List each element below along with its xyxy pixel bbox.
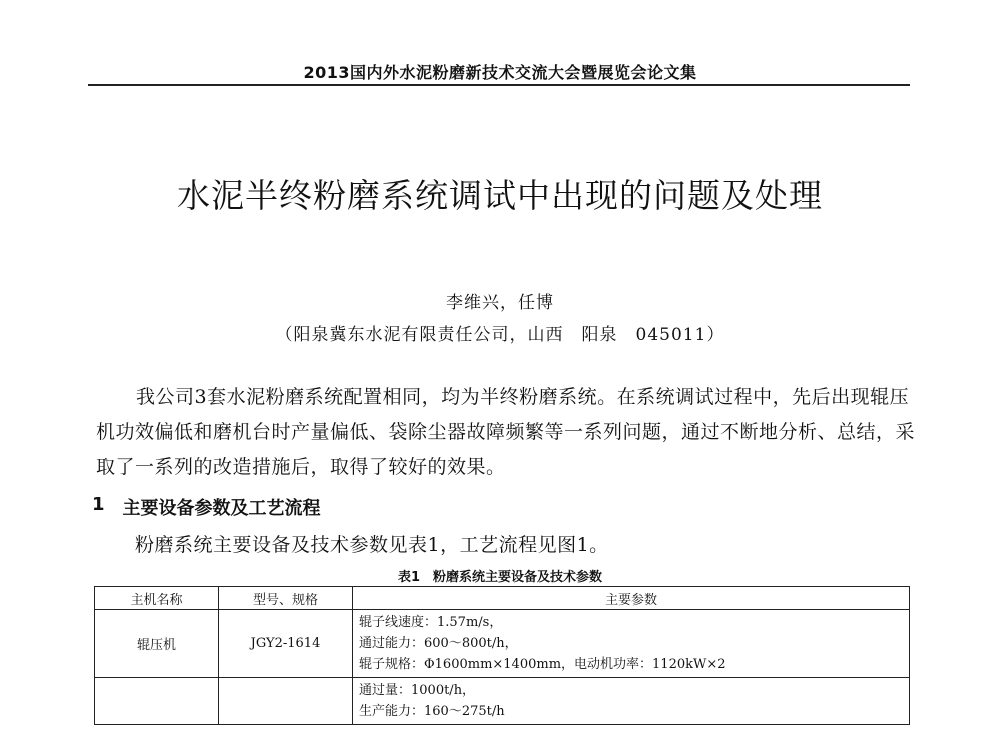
param-line: 辊子规格：Φ1600mm×1400mm，电动机功率：1120kW×2 bbox=[359, 657, 726, 672]
section-title: 主要设备参数及工艺流程 bbox=[122, 498, 321, 519]
section-body-text: 粉磨系统主要设备及技术参数见表1，工艺流程见图1。 bbox=[135, 534, 609, 556]
table-header-row bbox=[95, 587, 910, 610]
abstract-paragraph: 我公司3套水泥粉磨系统配置相同，均为半终粉磨系统。在系统调试过程中，先后出现辊压机功效偏低和磨机台时产量偏低、袋除尘器故障频繁等一系列问题，通过不断地分析、总结，采取了一系列的改造措施后，取得了较好的效果。 bbox=[96, 386, 916, 478]
paper-title: 水泥半终粉磨系统调试中出现的问题及处理 bbox=[177, 176, 823, 215]
col-header-model: 型号、规格 bbox=[219, 587, 353, 610]
running-header: 2013国内外水泥粉磨新技术交流大会暨展览会论文集 bbox=[303, 63, 697, 82]
cell-params bbox=[353, 678, 910, 725]
cell-model bbox=[219, 678, 353, 725]
authors: 李维兴，任博 bbox=[446, 293, 554, 313]
cell-name bbox=[95, 678, 219, 725]
col-header-name: 主机名称 bbox=[95, 587, 219, 610]
param-line: 通过能力：600～800t/h， bbox=[359, 636, 518, 651]
param-line: 生产能力：160～275t/h bbox=[359, 704, 505, 719]
table-row bbox=[95, 610, 910, 678]
section-number: 1 bbox=[92, 494, 105, 515]
header-rule bbox=[88, 84, 910, 86]
col-header-params: 主要参数 bbox=[353, 587, 910, 610]
cell-name: 辊压机 bbox=[95, 610, 219, 678]
cell-params bbox=[353, 610, 910, 678]
affiliation: （阳泉冀东水泥有限责任公司，山西 阳泉 045011） bbox=[275, 325, 725, 345]
cell-model: JGY2-1614 bbox=[219, 610, 353, 678]
equipment-table bbox=[94, 586, 910, 725]
table-row bbox=[95, 678, 910, 725]
param-line: 辊子线速度：1.57m/s， bbox=[359, 615, 503, 630]
section-heading bbox=[92, 494, 321, 520]
table-caption: 表1 粉磨系统主要设备及技术参数 bbox=[397, 570, 603, 585]
param-line: 通过量：1000t/h， bbox=[359, 683, 476, 698]
